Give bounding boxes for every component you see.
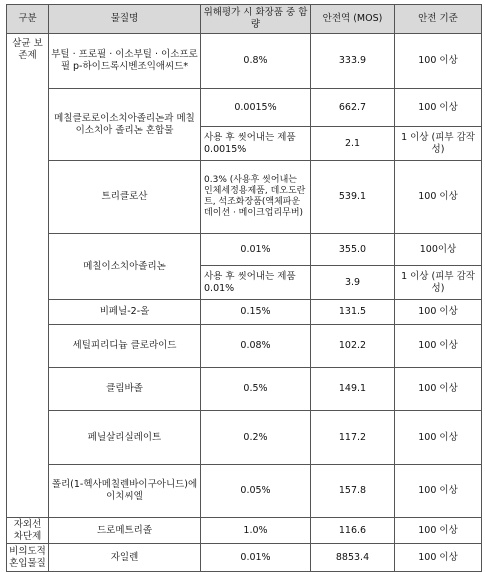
mos-cell: 117.2	[311, 411, 395, 465]
table-row	[7, 368, 482, 411]
table-row	[7, 325, 482, 368]
table-row	[7, 300, 482, 325]
mos-cell: 102.2	[311, 325, 395, 368]
content-cell: 0.5%	[201, 368, 311, 411]
header-content: 위해평가 시 화장품 중 함량	[201, 5, 311, 34]
table-row	[7, 518, 482, 544]
table-row	[7, 411, 482, 465]
mos-cell: 116.6	[311, 518, 395, 544]
substance-cell: 자일렌	[49, 544, 201, 572]
substance-cell: 클림바졸	[49, 368, 201, 411]
substance-cell: 비페닐-2-올	[49, 300, 201, 325]
header-criteria: 안전 기준	[395, 5, 482, 34]
criteria-cell: 100 이상	[395, 368, 482, 411]
table-row	[7, 234, 482, 266]
table-row	[7, 161, 482, 234]
mos-cell: 131.5	[311, 300, 395, 325]
mos-cell: 8853.4	[311, 544, 395, 572]
content-cell: 0.01%	[201, 234, 311, 266]
content-cell: 0.3% (사용후 씻어내는 인체세정용제품, 데오도란트, 석조화장품(액체파운데이션 · 메이크업리무버)	[201, 161, 311, 234]
mos-cell: 149.1	[311, 368, 395, 411]
content-cell: 사용 후 씻어내는 제품 0.0015%	[201, 127, 311, 161]
substance-cell: 페닐살리실레이트	[49, 411, 201, 465]
substance-cell: 메칠클로로이소치아졸리논과 메칠이소치아 졸리논 혼합물	[49, 89, 201, 161]
criteria-cell: 100 이상	[395, 34, 482, 89]
mos-cell: 2.1	[311, 127, 395, 161]
substance-cell: 트리클로산	[49, 161, 201, 234]
table-row	[7, 465, 482, 518]
header-substance: 물질명	[49, 5, 201, 34]
content-cell: 0.0015%	[201, 89, 311, 127]
content-cell: 1.0%	[201, 518, 311, 544]
table-row	[7, 89, 482, 127]
table-row	[7, 34, 482, 89]
mos-cell: 333.9	[311, 34, 395, 89]
criteria-cell: 100 이상	[395, 544, 482, 572]
header-row	[7, 5, 482, 34]
criteria-cell: 100 이상	[395, 161, 482, 234]
mos-cell: 157.8	[311, 465, 395, 518]
substance-cell: 폴리(1-헥사메칠렌바이구아니드)에이치씨엘	[49, 465, 201, 518]
content-cell: 0.8%	[201, 34, 311, 89]
category-impurity: 비의도적 혼입물질	[7, 544, 49, 572]
header-mos: 안전역 (MOS)	[311, 5, 395, 34]
substance-cell: 메칠이소치아졸리논	[49, 234, 201, 300]
content-cell: 사용 후 씻어내는 제품 0.01%	[201, 266, 311, 300]
safety-table	[6, 4, 482, 572]
mos-cell: 539.1	[311, 161, 395, 234]
mos-cell: 3.9	[311, 266, 395, 300]
criteria-cell: 1 이상 (피부 감작성)	[395, 266, 482, 300]
substance-cell: 세틸피리디늄 클로라이드	[49, 325, 201, 368]
mos-cell: 355.0	[311, 234, 395, 266]
table-row	[7, 544, 482, 572]
substance-cell: 부틸 · 프로필 · 이소부틸 · 이소프로필 p-하이드록시벤조익애씨드*	[49, 34, 201, 89]
criteria-cell: 100 이상	[395, 325, 482, 368]
content-cell: 0.15%	[201, 300, 311, 325]
content-cell: 0.05%	[201, 465, 311, 518]
content-cell: 0.08%	[201, 325, 311, 368]
mos-cell: 662.7	[311, 89, 395, 127]
criteria-cell: 100 이상	[395, 518, 482, 544]
criteria-cell: 100 이상	[395, 300, 482, 325]
header-category: 구분	[7, 5, 49, 34]
substance-cell: 드로메트리졸	[49, 518, 201, 544]
criteria-cell: 100 이상	[395, 89, 482, 127]
category-preservative: 살균 보존제	[7, 34, 49, 518]
criteria-cell: 100 이상	[395, 411, 482, 465]
criteria-cell: 1 이상 (피부 감작성)	[395, 127, 482, 161]
content-cell: 0.2%	[201, 411, 311, 465]
criteria-cell: 100 이상	[395, 465, 482, 518]
criteria-cell: 100이상	[395, 234, 482, 266]
content-cell: 0.01%	[201, 544, 311, 572]
category-uv-filter: 자외선 차단제	[7, 518, 49, 544]
